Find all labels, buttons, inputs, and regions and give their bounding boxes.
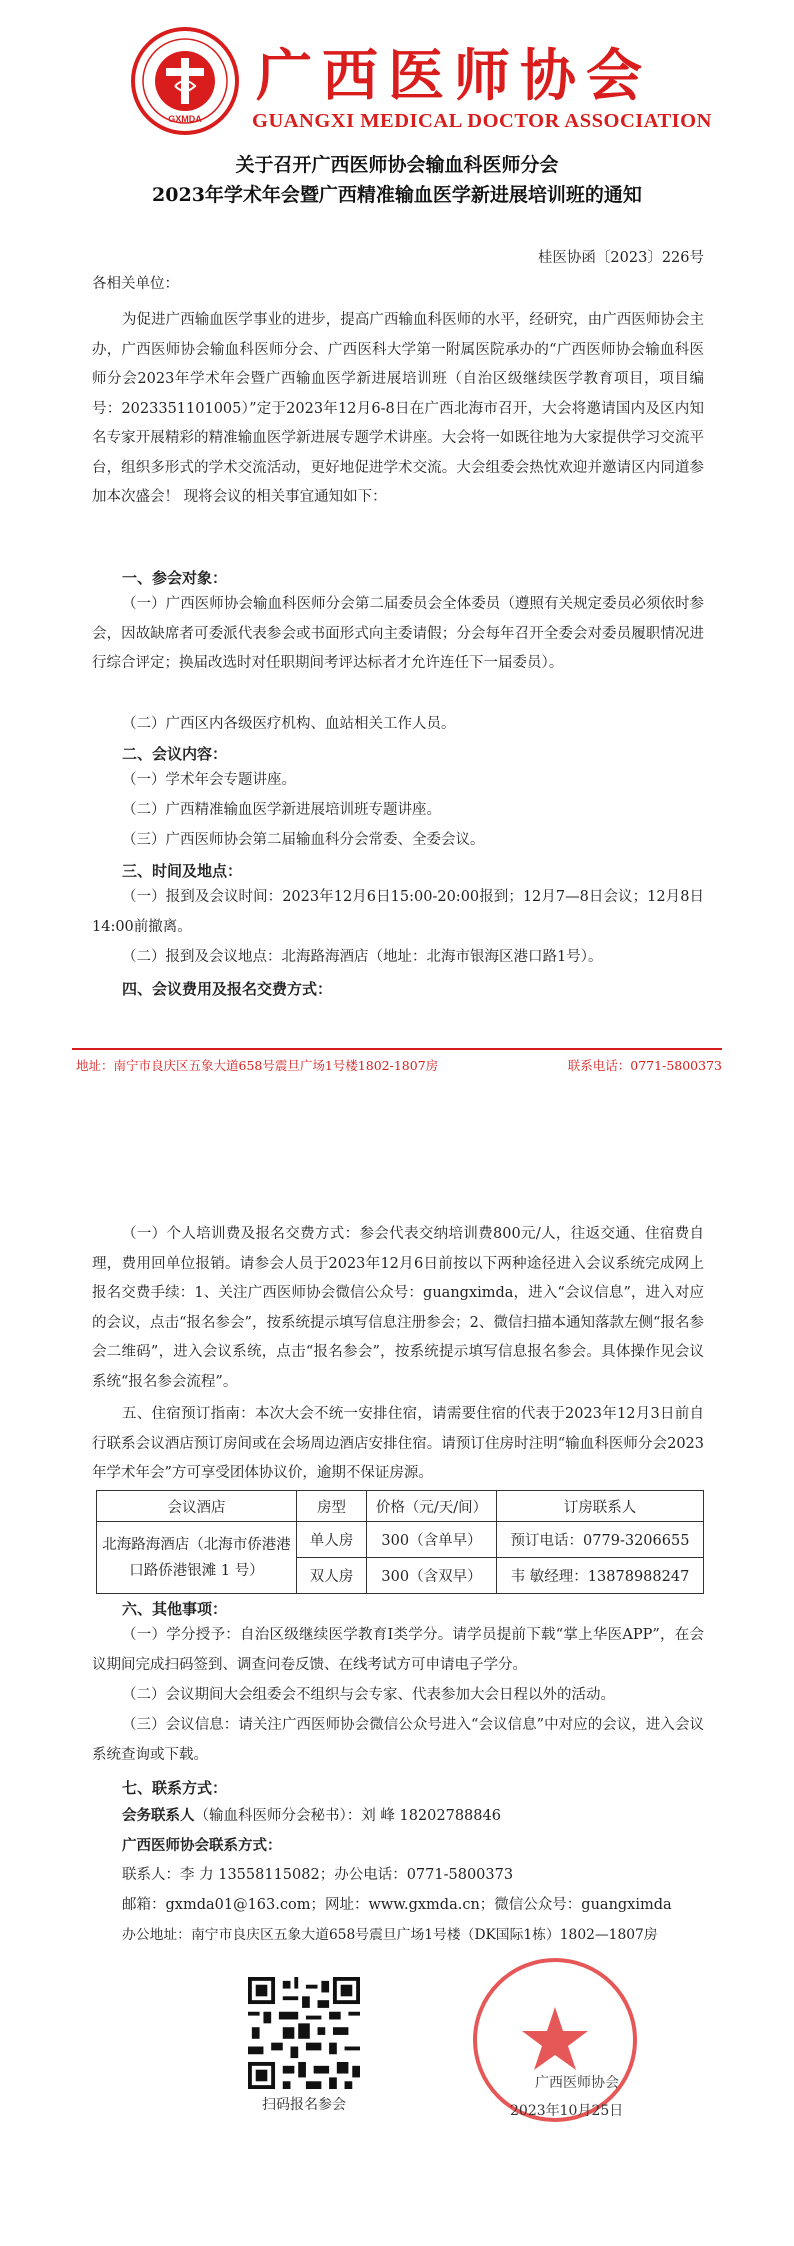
- price-cell: 300（含单早）: [367, 1522, 497, 1558]
- lodging-paragraph: 五、住宿预订指南：本次大会不统一安排住宿，请需要住宿的代表于2023年12月3日前自行联系会议酒店预订房间或在会场周边酒店安排住宿。请预订住房时注明“输血科医师分会2023年学术年会”方可享受团体协议价，逾期不保证房源。: [92, 1406, 704, 1481]
- footer-phone: 联系电话：0771-5800373: [567, 1058, 722, 1073]
- letterhead: [0, 18, 794, 138]
- section-3-item-1: （一）报到及会议时间：2023年12月6日15:00-20:00报到；12月7—8日会议；12月8日14:00前撤离。: [92, 889, 704, 935]
- fee-paragraph: （一）个人培训费及报名交费方式：参会代表交纳培训费800元/人，往返交通、住宿费自理，费用回单位报销。请参会人员于2023年12月6日前按以下两种途径进入会议系统完成网上报名交费手续：1、关注广西医师协会微信公众号：guangximda，进入“会议信息”，进入对应的会议，点击“报名参会”，按系统提示填写信息注册参会；2、微信扫描本通知落款左侧“报名参会二维码”，进入会议系统，点击“报名参会”，按系统提示填写信息报名参会。具体操作见会议系统“报名参会流程”。: [92, 1226, 704, 1390]
- table-header: 会议酒店: [97, 1491, 297, 1522]
- room-type-cell: 单人房: [297, 1522, 367, 1558]
- section-2-heading: 二、会议内容：: [122, 745, 228, 763]
- section-1-item-1: （一）广西医师协会输血科医师分会第二届委员会全体委员（遵照有关规定委员必须依时参会，因故缺席者可委派代表参会或书面形式向主委请假；分会每年召开全委会对委员履职情况进行综合评定；换届改选时对任职期间考评达标者才允许连任下一届委员）。: [92, 596, 704, 671]
- meeting-contact: [122, 1801, 704, 1832]
- org-contact-email: 邮箱：gxmda01@163.com；网址：www.gxmda.cn；微信公众号：guangximda: [122, 1897, 672, 1913]
- section-6-item-2: （二）会议期间大会组委会不组织与会专家、代表参加大会日程以外的活动。: [122, 1687, 615, 1703]
- org-contact-label: 广西医师协会联系方式：: [122, 1837, 282, 1854]
- section-6-heading: 六、其他事项：: [122, 1600, 228, 1618]
- table-header-row: [97, 1491, 704, 1522]
- price-cell: 300（含双早）: [367, 1558, 497, 1594]
- section-1-item-2: （二）广西区内各级医疗机构、血站相关工作人员。: [122, 716, 456, 732]
- section-2-item-1: （一）学术年会专题讲座。: [122, 772, 296, 788]
- footer-address: 地址：南宁市良庆区五象大道658号震旦广场1号楼1802-1807房: [76, 1058, 439, 1073]
- section-2-item-2: （二）广西精准输血医学新进展培训班专题讲座。: [122, 802, 441, 818]
- logo-text: GXMDA: [168, 114, 202, 124]
- section-4-heading: 四、会议费用及报名交费方式：: [122, 980, 333, 998]
- notice-title-line2: 2023年学术年会暨广西精准输血医学新进展培训班的通知: [152, 184, 642, 206]
- seal-date: 2023年10月25日: [510, 2103, 624, 2119]
- association-logo-icon: [130, 26, 240, 136]
- room-type-cell: 双人房: [297, 1558, 367, 1594]
- org-name-cn: 广西医师协会: [256, 43, 652, 109]
- table-header: 订房联系人: [497, 1491, 704, 1522]
- section-3-heading: 三、时间及地点：: [122, 862, 243, 880]
- meeting-contact-label: 会务联系人: [122, 1807, 195, 1824]
- org-name-en: GUANGXI MEDICAL DOCTOR ASSOCIATION: [252, 110, 712, 132]
- salutation: 各相关单位：: [92, 276, 179, 292]
- notice-title-line1: 关于召开广西医师协会输血科医师分会: [235, 154, 559, 176]
- section-6-item-3: （三）会议信息：请关注广西医师协会微信公众号进入“会议信息”中对应的会议，进入会议系统查询或下载。: [92, 1717, 704, 1763]
- qr-code-icon[interactable]: [248, 1977, 360, 2089]
- qr-caption: 扫码报名参会: [262, 2097, 346, 2113]
- document-number: 桂医协函〔2023〕226号: [537, 250, 704, 266]
- intro-paragraph: 为促进广西输血医学事业的进步，提高广西输血科医师的水平，经研究，由广西医师协会主办，广西医师协会输血科医师分会、广西医科大学第一附属医院承办的“广西医师协会输血科医师分会2023年学术年会暨广西输血医学新进展培训班（自治区级继续医学教育项目，项目编号：2023351101005）”定于2023年12月6-8日在广西北海市召开，大会将邀请国内及区内知名专家开展精彩的精准输血医学新进展专题学术讲座。大会将一如既往地为大家提供学习交流平台，组织多形式的学术交流活动，更好地促进学术交流。大会组委会热忱欢迎并邀请区内同道参加本次盛会！ 现将会议的相关事宜通知如下：: [92, 312, 704, 505]
- section-6-item-1: （一）学分授予：自治区级继续医学教育I类学分。请学员提前下载“掌上华医APP”，在会议期间完成扫码签到、调查问卷反馈、在线考试方可申请电子学分。: [92, 1627, 704, 1673]
- contact-cell: 韦 敏经理：13878988247: [497, 1558, 704, 1594]
- hotel-name-cell: 北海路海酒店（北海市侨港港口路侨港银滩 1 号）: [97, 1522, 297, 1594]
- seal-signatory: 广西医师协会: [535, 2075, 619, 2091]
- org-contact-person: 联系人：李 力 13558115082；办公电话：0771-5800373: [122, 1867, 514, 1883]
- section-3-item-2: （二）报到及会议地点：北海路海酒店（地址：北海市银海区港口路1号）。: [122, 949, 603, 965]
- table-row: [97, 1522, 704, 1558]
- footer-divider: [72, 1048, 722, 1050]
- table-header: 房型: [297, 1491, 367, 1522]
- section-2-item-3: （三）广西医师协会第二届输血科分会常委、全委会议。: [122, 832, 485, 848]
- contact-cell: 预订电话：0779-3206655: [497, 1522, 704, 1558]
- hotel-table: [96, 1490, 704, 1594]
- org-office-address: 办公地址：南宁市良庆区五象大道658号震旦广场1号楼（DK国际1栋）1802—1807房: [122, 1927, 658, 1943]
- meeting-contact-detail: （输血科医师分会秘书）：刘 峰 18202788846: [194, 1808, 501, 1824]
- table-header: 价格（元/天/间）: [367, 1491, 497, 1522]
- section-7-heading: 七、联系方式：: [122, 1779, 228, 1797]
- section-1-heading: 一、参会对象：: [122, 569, 228, 587]
